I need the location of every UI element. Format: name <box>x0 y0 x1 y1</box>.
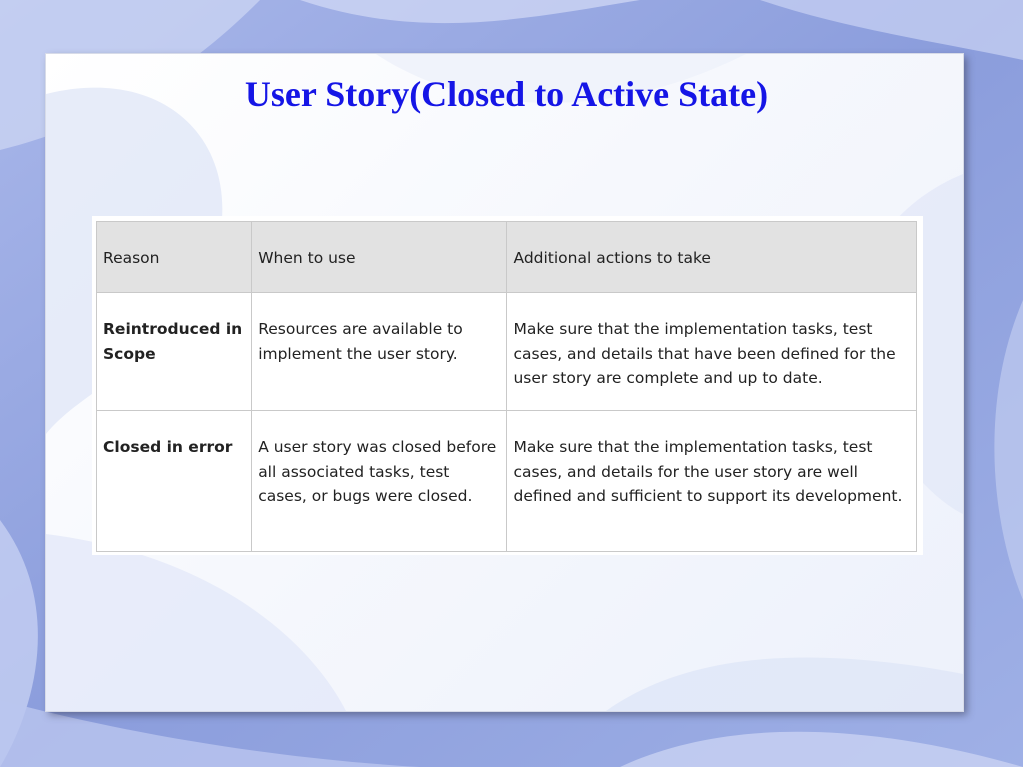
state-reason-table <box>96 221 917 552</box>
table-container <box>92 216 923 555</box>
cell-reason: Reintroduced in Scope <box>97 293 252 411</box>
cell-when-to-use: Resources are available to implement the user story. <box>252 293 507 411</box>
cell-when-to-use: A user story was closed before all associated tasks, test cases, or bugs were closed. <box>252 411 507 552</box>
table-row <box>97 411 917 552</box>
cell-reason: Closed in error <box>97 411 252 552</box>
table-header-row <box>97 222 917 293</box>
table-row <box>97 293 917 411</box>
header-additional-actions: Additional actions to take <box>507 222 917 293</box>
cell-additional-actions: Make sure that the implementation tasks, test cases, and details for the user story are well defined and sufficient to support its development. <box>507 411 917 552</box>
header-when-to-use: When to use <box>252 222 507 293</box>
cell-additional-actions: Make sure that the implementation tasks, test cases, and details that have been defined for the user story are complete and up to date. <box>507 293 917 411</box>
slide-title: User Story(Closed to Active State) <box>244 74 769 114</box>
header-reason: Reason <box>97 222 252 293</box>
